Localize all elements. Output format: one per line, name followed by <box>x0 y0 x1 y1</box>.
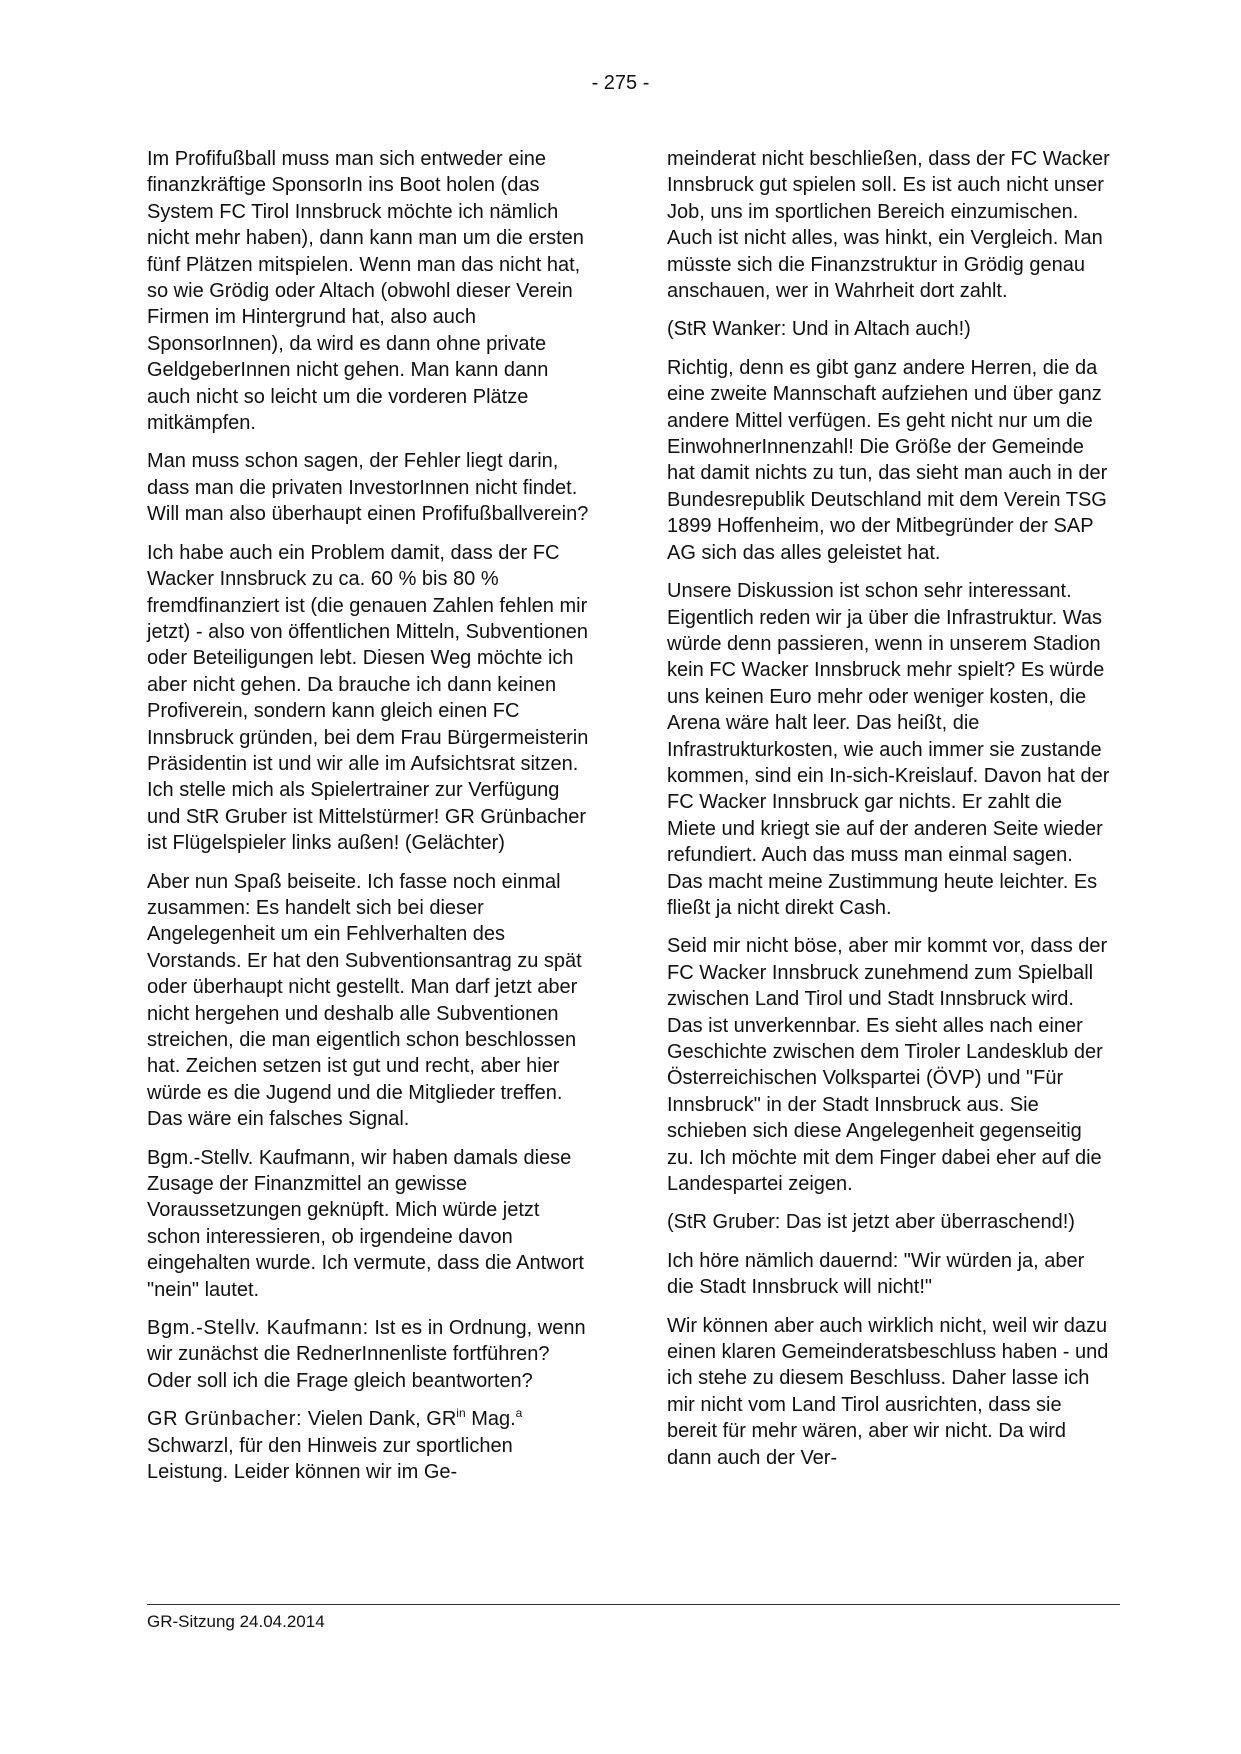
speech-gruenbacher <box>147 1406 592 1485</box>
footer-session-date: GR-Sitzung 24.04.2014 <box>147 1612 325 1631</box>
paragraph: Ich habe auch ein Problem damit, dass der FC Wacker Innsbruck zu ca. 60 % bis 80 % fremdfinanziert ist (die genauen Zahlen fehlen mir jetzt) - also von öffentlichen Mitteln, Subventionen oder Beteiligungen lebt. Diesen Weg möchte ich aber nicht gehen. Da brauche ich dann keinen Profiverein, sondern kann gleich einen FC Innsbruck gründen, bei dem Frau Bürgermeisterin Präsidentin ist und wir alle im Aufsichtsrat sitzen. Ich stelle mich als Spielertrainer zur Verfügung und StR Gruber ist Mittelstürmer! GR Grünbacher ist Flügelspieler links außen! (Gelächter) <box>147 541 589 855</box>
speaker-name: Bgm.-Stellv. Kaufmann: <box>147 1317 369 1340</box>
paragraph: Aber nun Spaß beiseite. Ich fasse noch einmal zusammen: Es handelt sich bei dieser Angelegenheit um ein Fehlverhalten des Vorstands. Er hat den Subventionsantrag zu spät oder überhaupt nicht gestellt. Man darf jetzt aber nicht hergehen und deshalb alle Subventionen streichen, die man eigentlich schon beschlossen hat. Zeichen setzen ist gut und recht, aber hier würde es die Jugend und die Mitglieder treffen. Das wäre ein falsches Signal. <box>147 870 582 1131</box>
superscript: in <box>456 1406 466 1421</box>
speaker-name: GR Grünbacher: <box>147 1408 303 1431</box>
paragraph: Im Profifußball muss man sich entweder eine finanzkräftige SponsorIn ins Boot holen (das System FC Tirol Innsbruck möchte ich nämlich nicht mehr haben), dann kann man um die ersten fünf Plätzen mitspielen. Wenn man das nicht hat, so wie Grödig oder Altach (obwohl dieser Verein Firmen im Hintergrund hat, also auch SponsorInnen), da wird es dann ohne private GeldgeberInnen nicht gehen. Man kann dann auch nicht so leicht um die vorderen Plätze mitkämpfen. <box>147 148 584 435</box>
paragraph: Bgm.-Stellv. Kaufmann, wir haben damals diese Zusage der Finanzmittel an gewisse Voraussetzungen geknüpft. Mich würde jetzt schon interessieren, ob irgendeine davon eingehalten wurde. Ich vermute, dass die Antwort "nein" lautet. <box>147 1146 584 1301</box>
speech-text: Ist es in Ordnung, wenn wir zunächst die RednerInnenliste fortführen? Oder soll ich die Frage gleich beantworten? <box>147 1317 586 1392</box>
superscript: a <box>515 1406 523 1421</box>
paragraph-continued: meinderat nicht beschließen, dass der FC Wacker Innsbruck gut spielen soll. Es ist auch nicht unser Job, uns im sportlichen Bereich einzumischen. Auch ist nicht alles, was hinkt, ein Vergleich. Man müsste sich die Finanzstruktur in Grödig genau anschauen, wer in Wahrheit dort zahlt. <box>667 148 1110 303</box>
paragraph: Ich höre nämlich dauernd: "Wir würden ja, aber die Stadt Innsbruck will nicht!" <box>667 1249 1085 1299</box>
paragraph: Unsere Diskussion ist schon sehr interessant. Eigentlich reden wir ja über die Infrastruktur. Was würde denn passieren, wenn in unserem Stadion kein FC Wacker Innsbruck mehr spielt? Es würde uns keinen Euro mehr oder weniger kosten, die Arena wäre halt leer. Das heißt, die Infrastrukturkosten, wie auch immer sie zustande kommen, sind ein In-sich-Kreislauf. Davon hat der FC Wacker Innsbruck gar nichts. Er zahlt die Miete und kriegt sie auf der anderen Seite wieder refundiert. Auch das muss man einmal sagen. Das macht meine Zustimmung heute leichter. Es fließt ja nicht direkt Cash. <box>667 580 1110 919</box>
interjection: (StR Gruber: Das ist jetzt aber überraschend!) <box>667 1211 1075 1234</box>
speech-text: Mag. <box>465 1408 516 1431</box>
paragraph: Wir können aber auch wirklich nicht, weil wir dazu einen klaren Gemeinderatsbeschluss haben - und ich stehe zu diesem Beschluss. Daher lasse ich mir nicht vom Land Tirol ausrichten, dass sie bereit für mehr wären, aber wir nicht. Da wird dann auch der Ver- <box>667 1314 1109 1469</box>
paragraph: Seid mir nicht böse, aber mir kommt vor, dass der FC Wacker Innsbruck zunehmend zum Spielball zwischen Land Tirol und Stadt Innsbruck wird. Das ist unverkennbar. Es sieht alles nach einer Geschichte zwischen dem Tiroler Landesklub der Österreichischen Volkspartei (ÖVP) und "Für Innsbruck" in der Stadt Innsbruck aus. Sie schieben sich diese Angelegenheit gegenseitig zu. Ich möchte mit dem Finger dabei eher auf die Landespartei zeigen. <box>667 935 1108 1196</box>
page-number: - 275 - <box>591 72 650 94</box>
speech-text: Vielen Dank, GR <box>302 1408 457 1431</box>
interjection: (StR Wanker: Und in Altach auch!) <box>667 318 971 341</box>
speech-text: Schwarzl, für den Hinweis zur sportlichen Leistung. Leider können wir im Ge- <box>147 1434 513 1484</box>
footer-divider <box>147 1604 1120 1605</box>
left-column <box>147 146 592 1498</box>
paragraph: Richtig, denn es gibt ganz andere Herren, die da eine zweite Mannschaft aufziehen und über ganz andere Mittel verfügen. Es geht nicht nur um die EinwohnerInnenzahl! Die Größe der Gemeinde hat damit nichts zu tun, das sieht man auch in der Bundesrepublik Deutschland mit dem Verein TSG 1899 Hoffenheim, wo der Mitbegründer der SAP AG sich das alles geleistet hat. <box>667 356 1108 564</box>
paragraph: Man muss schon sagen, der Fehler liegt darin, dass man die privaten InvestorInnen nicht findet. Will man also überhaupt einen Profifußballverein? <box>147 450 589 526</box>
right-column <box>667 146 1112 1483</box>
speech-kaufmann <box>147 1315 592 1394</box>
